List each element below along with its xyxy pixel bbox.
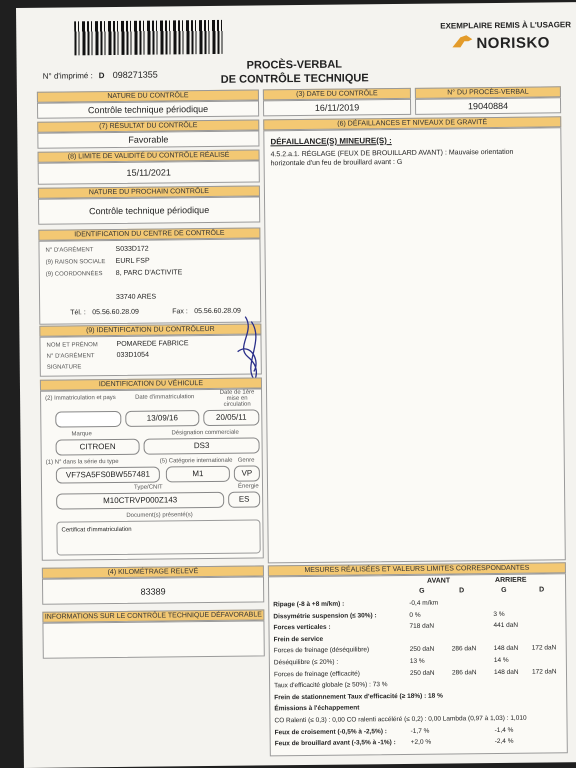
limite-validite-box bbox=[38, 160, 260, 184]
imprime-number: 098271355 bbox=[112, 69, 158, 80]
mesure-value: -1,7 % bbox=[410, 727, 430, 735]
kilometrage-box bbox=[42, 576, 264, 604]
mesure-value: 14 % bbox=[493, 656, 509, 665]
centre-agrement-value: S033D172 bbox=[115, 245, 149, 253]
vehicule-header: IDENTIFICATION DU VÉHICULE bbox=[40, 377, 262, 390]
exemplaire-label: EXEMPLAIRE REMIS À L'USAGER bbox=[440, 20, 572, 31]
kilometrage-value: 83389 bbox=[140, 586, 166, 597]
imprime-letter: D bbox=[98, 71, 105, 81]
norisko-eagle-logo bbox=[450, 33, 474, 53]
mesure-label: Émissions à l'échappement bbox=[274, 704, 360, 713]
marque-label: Marque bbox=[71, 431, 92, 438]
centre-header: IDENTIFICATION DU CENTRE DE CONTRÔLE bbox=[38, 227, 260, 240]
prochain-controle-value: Contrôle technique périodique bbox=[89, 204, 210, 217]
vehicule-box bbox=[40, 388, 264, 560]
defaillance-line1: 4.5.2.a.1. RÉGLAGE (FEUX DE BROUILLARD AVANT) : Mauvaise orientation bbox=[270, 148, 514, 159]
prochain-controle-header: NATURE DU PROCHAIN CONTRÔLE bbox=[38, 185, 260, 198]
mesure-value: -0,4 m/km bbox=[409, 599, 439, 607]
resultat-header: (7) RÉSULTAT DU CONTRÔLE bbox=[37, 119, 259, 132]
mesures-avant-d: D bbox=[459, 587, 465, 595]
mesure-value: 172 daN bbox=[531, 644, 557, 653]
title-line2: DE CONTRÔLE TECHNIQUE bbox=[220, 72, 369, 86]
mesure-label: Frein de service bbox=[273, 635, 324, 644]
mesures-arriere-label: ARRIERE bbox=[494, 576, 527, 585]
tel-label: Tél. : bbox=[70, 309, 86, 317]
marque-value: CITROEN bbox=[56, 439, 140, 456]
defaillance-line2: horizontale d'un feu de brouillard avant : G bbox=[270, 158, 403, 168]
mesure-label: Forces de freinage (efficacité) bbox=[273, 670, 360, 678]
type-cnit-value: M10CTRVP000Z143 bbox=[56, 492, 224, 510]
informations-box bbox=[42, 620, 264, 658]
controleur-agrement-label: N° D'AGRÉMENT bbox=[46, 353, 95, 360]
mesure-label: Taux d'efficacité globale (≥ 50%) : 73 % bbox=[274, 681, 388, 690]
informations-header: INFORMATIONS SUR LE CONTRÔLE TECHNIQUE DÉFAVORABLE bbox=[42, 609, 264, 622]
date-controle-value: 16/11/2019 bbox=[314, 102, 360, 113]
controleur-agrement-value: 033D1054 bbox=[116, 351, 149, 359]
serie-label: (1) N° dans la série du type bbox=[45, 458, 119, 466]
fax-value: 05.56.60.28.09 bbox=[194, 307, 241, 316]
nature-controle-box bbox=[37, 100, 259, 118]
mesure-label: Forces verticales : bbox=[273, 623, 331, 632]
tel-value: 05.56.60.28.09 bbox=[92, 308, 139, 317]
title-line1: PROCÈS-VERBAL bbox=[246, 58, 343, 72]
mesure-label: Ripage (-8 à +8 m/km) : bbox=[273, 600, 345, 609]
mesure-value: 0 % bbox=[409, 611, 421, 619]
resultat-value: Favorable bbox=[128, 134, 169, 145]
barcode bbox=[74, 20, 224, 56]
centre-ville: 33740 ARES bbox=[116, 293, 157, 301]
mesure-label: Feux de croisement (-0,5% à -2,5%) : bbox=[274, 727, 387, 736]
date-circulation-label: Date de 1ère mise en circulation bbox=[219, 389, 255, 408]
mesures-arriere-d: D bbox=[539, 586, 545, 594]
mesure-label: Forces de freinage (déséquilibre) bbox=[273, 646, 370, 655]
mesures-header: MESURES RÉALISÉES ET VALEURS LIMITES CORRESPONDANTES bbox=[268, 562, 566, 576]
energie-label: Énergie bbox=[237, 483, 259, 490]
categorie-value: M1 bbox=[166, 466, 230, 483]
limite-validite-value: 15/11/2021 bbox=[126, 167, 171, 178]
proces-verbal-document bbox=[16, 2, 576, 768]
mesure-value: 250 daN bbox=[409, 646, 435, 654]
coordonnees-label: (9) COORDONNÉES bbox=[45, 271, 103, 278]
serie-value: VF7SA5FS0BW557481 bbox=[56, 467, 160, 484]
categorie-label: (5) Catégorie internationale bbox=[159, 457, 233, 465]
mesure-label: Feux de brouillard avant (-3,5% à -1%) : bbox=[274, 739, 396, 748]
defaillances-header: (6) DÉFAILLANCES ET NIVEAUX DE GRAVITÉ bbox=[263, 116, 561, 130]
mesure-value: -1,4 % bbox=[494, 726, 514, 734]
date-immat-label: Date d'immatriculation bbox=[135, 394, 195, 401]
energie-value: ES bbox=[228, 491, 260, 507]
mesure-value: 718 daN bbox=[409, 622, 435, 631]
mesure-value: 148 daN bbox=[493, 645, 519, 653]
pv-number-value: 19040884 bbox=[467, 100, 509, 112]
mesure-value: 250 daN bbox=[409, 669, 435, 677]
mesure-label: Frein de stationnement Taux d'efficacité (≥ 18%) : 18 % bbox=[274, 692, 443, 702]
defaillances-box bbox=[263, 127, 566, 563]
date-circulation-value: 20/05/11 bbox=[203, 409, 259, 426]
signature-label: SIGNATURE bbox=[46, 364, 82, 371]
mesure-value: 441 daN bbox=[493, 621, 519, 630]
designation-label: Désignation commerciale bbox=[171, 429, 239, 437]
brand-name: NORISKO bbox=[476, 34, 550, 53]
mesure-value: -2,4 % bbox=[494, 738, 514, 746]
mesures-box bbox=[268, 573, 568, 756]
type-cnit-label: Type/CNIT bbox=[133, 484, 163, 491]
pv-number-box bbox=[415, 97, 561, 115]
nature-controle-header: NATURE DU CONTRÔLE bbox=[37, 89, 259, 102]
immat-redacted bbox=[55, 411, 121, 428]
documents-value: Certificat d'immatriculation bbox=[61, 526, 132, 534]
mesure-value: 286 daN bbox=[451, 668, 477, 677]
documents-box bbox=[56, 519, 260, 555]
coordonnees-value: 8, PARC D'ACTIVITE bbox=[115, 269, 183, 277]
mesures-avant-label: AVANT bbox=[426, 577, 451, 585]
documents-label: Document(s) présenté(s) bbox=[126, 512, 193, 519]
genre-label: Genre bbox=[237, 457, 255, 464]
mesure-value: +2,0 % bbox=[410, 738, 432, 747]
date-immat-value: 13/09/16 bbox=[125, 410, 199, 427]
mesures-arriere-g: G bbox=[501, 586, 507, 594]
controleur-header: (9) IDENTIFICATION DU CONTRÔLEUR bbox=[39, 323, 261, 336]
immat-label: (2) Immatriculation et pays bbox=[45, 394, 116, 402]
prochain-controle-box bbox=[38, 196, 260, 224]
mesure-label: CO Ralenti (≤ 0,3) : 0,00 CO ralenti accéléré (≤ 0,2) : 0,00 Lambda (0,97 à 1,03) : 1,010 bbox=[274, 714, 527, 725]
fax-label: Fax : bbox=[172, 308, 188, 316]
mesure-value: 286 daN bbox=[451, 645, 477, 653]
raison-sociale-value: EURL FSP bbox=[115, 257, 150, 265]
mesure-label: Déséquilibre (≤ 20%) : bbox=[273, 658, 339, 667]
mesure-label: Dissymétrie suspension (≤ 30%) : bbox=[273, 611, 377, 620]
resultat-box bbox=[37, 130, 259, 148]
designation-value: DS3 bbox=[144, 437, 260, 454]
pv-number-header: N° DU PROCÈS-VERBAL bbox=[415, 86, 561, 99]
raison-sociale-label: (9) RAISON SOCIALE bbox=[45, 259, 106, 266]
nature-controle-value: Contrôle technique périodique bbox=[87, 103, 209, 116]
genre-value: VP bbox=[234, 465, 260, 481]
date-controle-box bbox=[263, 99, 411, 117]
mesures-avant-g: G bbox=[419, 587, 425, 595]
imprime-label: N° d'imprimé : bbox=[42, 71, 93, 81]
mesure-value: 3 % bbox=[493, 610, 505, 618]
date-controle-header: (3) DATE DU CONTRÔLE bbox=[263, 88, 411, 101]
kilometrage-header: (4) KILOMÉTRAGE RELEVÉ bbox=[42, 565, 264, 578]
controleur-nom-value: POMAREDE FABRICE bbox=[116, 340, 189, 348]
controleur-nom-label: NOM ET PRÉNOM bbox=[46, 342, 98, 349]
centre-agrement-label: N° D'AGRÉMENT bbox=[45, 247, 94, 254]
mesure-value: 148 daN bbox=[493, 668, 519, 676]
mesure-value: 172 daN bbox=[531, 667, 557, 676]
limite-validite-header: (8) LIMITE DE VALIDITÉ DU CONTRÔLE RÉALISÉ bbox=[38, 149, 260, 162]
mesure-value: 13 % bbox=[409, 657, 425, 665]
defaillances-title: DÉFAILLANCE(S) MINEURE(S) : bbox=[270, 136, 392, 147]
